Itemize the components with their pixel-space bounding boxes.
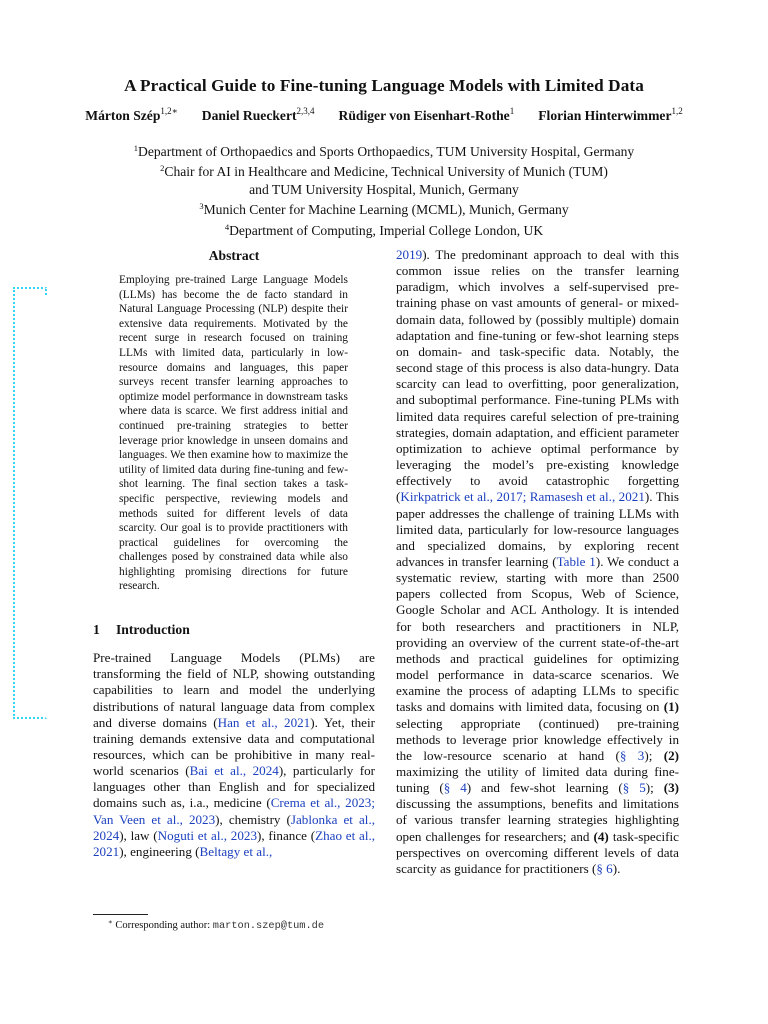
- intro-paragraph-right: 2019). The predominant approach to deal with this common issue relies on the transfer learning paradigm, which involves a self-supervised pre-training phase on vast amounts of general- or mixed-domain data, followed by (possibly multiple) domain adaptation and fine-tuning or few-shot learning steps on domain- and task-specific data. Notably, the second stage of this process is also data-hungry. Data scarcity can lead to overfitting, poor generalization, and suboptimal performance. Fine-tuning PLMs with limited data requires careful selection of pre-training strategies, domain adaptation, and efficient parameter optimization to achieve optimal performance by leveraging the model’s pre-existing knowledge effectively to avoid catastrophic forgetting (Kirkpatrick et al., 2017; Ramasesh et al., 2021). This paper addresses the challenge of training LLMs with limited data, particularly for low-resource languages and specialized domains, by exploring recent advances in transfer learning (Table 1). We conduct a systematic review, starting with more than 2500 papers collected from Scopus, Web of Science, Google Scholar and ACL Anthology. It is intended for both researchers and practitioners in NLP, providing an overview of the current state-of-the-art methods and practical guidelines for optimizing model performance in data-scarce scenarios. We examine the process of adapting LLMs to specific tasks and domains with limited data, focusing on (1) selecting appropriate (continued) pre-training methods to leverage prior knowledge effectively in the low-resource scenario at hand (§ 3); (2) maximizing the utility of limited data during fine-tuning (§ 4) and few-shot learning (§ 5); (3) discussing the assumptions, benefits and limitations of various transfer learning strategies highlighting open challenges for researchers; and (4) task-specific perspectives on overcoming different levels of data scarcity as guidance for practitioners (§ 6).: [396, 247, 679, 876]
- section-heading-introduction: 1 Introduction: [93, 622, 190, 638]
- citation-link[interactable]: Kirkpatrick et al., 2017; Ramasesh et al., 2021: [400, 489, 645, 505]
- abstract-heading: Abstract: [208, 248, 260, 263]
- contribution-marker: (1): [663, 699, 679, 715]
- left-column: [93, 248, 375, 860]
- citation-link[interactable]: Jablonka et al., 2024: [93, 811, 375, 843]
- section-reference-link[interactable]: § 4: [443, 780, 467, 796]
- paper-title: A Practical Guide to Fine-tuning Language Models with Limited Data: [124, 76, 644, 95]
- contribution-marker: (2): [663, 747, 679, 763]
- citation-link[interactable]: Bai et al., 2024: [189, 763, 279, 779]
- affiliation-list: [0, 140, 768, 239]
- intro-paragraph-left: Pre-trained Language Models (PLMs) are transforming the field of NLP, showing outstanding capabilities to learn and model the underlying distributions of natural language data from complex and diverse domains (Han et al., 2021). Yet, their training demands extensive data and computational resources, which can be prohibitive in many real-world scenarios (Bai et al., 2024), particularly for languages other than English and for specialized domains such as, i.a., medicine (Crema et al., 2023; Van Veen et al., 2023), chemistry (Jablonka et al., 2024), law (Noguti et al., 2023), finance (Zhao et al., 2021), engineering (Beltagy et al.,: [93, 650, 376, 859]
- contribution-marker: (3): [663, 780, 679, 796]
- dotted-selection-box: [13, 287, 47, 719]
- citation-link[interactable]: 2019: [396, 247, 423, 262]
- author: Daniel Rueckert$^{2,3,4}$: [201, 106, 315, 123]
- contribution-marker: (4): [593, 828, 609, 844]
- section-reference-link[interactable]: § 6: [596, 860, 613, 876]
- citation-link[interactable]: Zhao et al., 2021: [93, 827, 376, 859]
- citation-link[interactable]: Noguti et al., 2023: [157, 827, 257, 843]
- affiliation: and TUM University Hospital, Munich, Germany: [249, 181, 519, 197]
- citation-link[interactable]: Han et al., 2021: [217, 714, 311, 730]
- author-email[interactable]: marton.szep@tum.de: [212, 920, 325, 932]
- footnote-divider: [93, 914, 148, 915]
- author: Florian Hinterwimmer$^{1,2}$: [538, 106, 683, 123]
- citation-link[interactable]: Beltagy et al.,: [199, 843, 273, 859]
- affiliation: $^2$Chair for AI in Healthcare and Medicine, Technical University of Munich (TUM): [160, 163, 608, 180]
- right-column: [396, 247, 679, 877]
- author: Márton Szép$^{1,2∗}$: [85, 106, 178, 123]
- affiliation: $^3$Munich Center for Machine Learning (MCML), Munich, Germany: [199, 201, 569, 218]
- table-reference-link[interactable]: Table 1: [556, 553, 596, 569]
- affiliation: $^4$Department of Computing, Imperial College London, UK: [224, 221, 544, 238]
- section-reference-link[interactable]: § 5: [622, 780, 646, 796]
- author-list: [0, 106, 768, 124]
- author: Rüdiger von Eisenhart-Rothe$^1$: [338, 106, 515, 123]
- footnote: ∗ Corresponding author: marton.szep@tum.de: [108, 918, 325, 932]
- citation-link[interactable]: Crema et al., 2023; Van Veen et al., 2023: [93, 795, 375, 827]
- abstract-text: Employing pre-trained Large Language Models (LLMs) has become the de facto standard in Natural Language Processing (NLP) despite their extensive data requirements. Motivated by the recent surge in research focused on training LLMs with limited data, particularly in low-resource domains and languages, this paper surveys recent transfer learning approaches to optimize model performance in downstream tasks where data is scarce. We first address initial and continued pre-training strategies to better leverage prior knowledge in unseen domains and languages. We then examine how to maximize the utility of limited data during fine-tuning and few-shot learning. The final section takes a task-specific perspective, reviewing models and methods suited for different levels of data scarcity. Our goal is to provide practitioners with practical guidelines for overcoming the challenges posed by constrained data while also highlighting promising directions for future research.: [119, 274, 348, 593]
- affiliation: $^1$Department of Orthopaedics and Sports Orthopaedics, TUM University Hospital, Germany: [133, 143, 635, 159]
- section-reference-link[interactable]: § 3: [619, 747, 645, 763]
